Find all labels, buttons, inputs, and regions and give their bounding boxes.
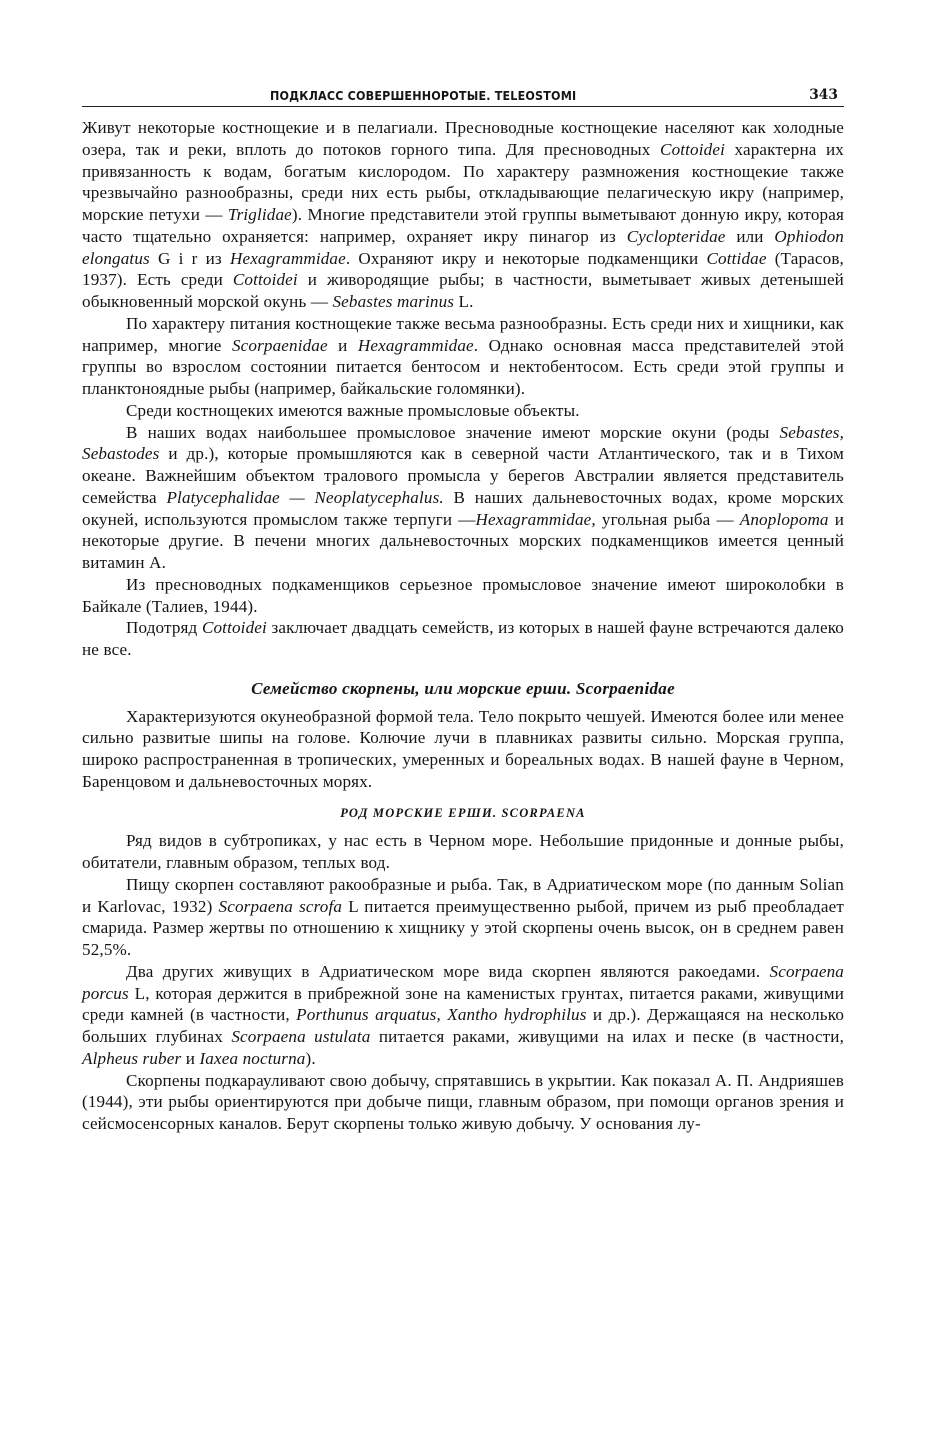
paragraph-freshwater: Из пресноводных подкаменщиков серьезное промысловое значение имеют широколобки в Байкале (Талиев, 1944). — [82, 574, 844, 616]
paragraph-commercial-species: В наших водах наибольшее промысловое значение имеют морские окуни (роды Sebastes, Sebastodes и др.), которые промышляются как в северной части Атлантического, так и в Тихом океане. Важнейшим объектом тралового промысла у берегов Австралии является представитель семейства Platycephalidae — Neoplatycephalus. В наших дальневосточных водах, кроме морских окуней, используются промыслом также терпуги —Hexagrammidae, угольная рыба — Anoplopoma и некоторые другие. В печени многих дальневосточных морских подкаменщиков имеется ценный витамин A. — [82, 422, 844, 572]
paragraph-living-habits: Живут некоторые костнощекие и в пелагиали. Пресноводные костнощекие населяют как холодные озера, так и реки, вплоть до потоков горного типа. Для пресноводных Cottoidei характерна их привязанность к водам, богатым кислородом. По характеру размножения костнощекие также чрезвычайно разнообразны, среди них есть рыбы, откладывающие пелагическую икру (например, морские петухи — Triglidae). Многие представители этой группы выметывают донную икру, которая часто тщательно охраняется: например, охраняет икру пинагор из Cyclopteridae или Ophiodon elongatus G i r из Hexagrammidae. Охраняют икру и некоторые подкаменщики Cottidae (Тарасов, 1937). Есть среди Cottoidei и живородящие рыбы; в частности, выметывает живых детенышей обыкновенный морской окунь — Sebastes marinus L. — [82, 118, 844, 311]
page-number: 343 — [809, 87, 838, 103]
paragraph-genus-distribution: Ряд видов в субтропиках, у нас есть в Черном море. Небольшие придонные и донные рыбы, обитатели, главным образом, теплых вод. — [82, 831, 844, 872]
paragraph-crustacean-eaters: Два других живущих в Адриатическом море вида скорпен являются ракоедами. Scorpaena porcus L, которая держится в прибрежной зоне на каменистых грунтах, питается раками, живущими среди камней (в частности, Porthunus arquatus, Xantho hydrophilus и др.). Держащаяся на несколько больших глубинах Scorpaena ustulata питается раками, живущими на илах и песке (в частности, Alpheus ruber и Iaxea nocturna). — [82, 961, 845, 1068]
page-header — [82, 86, 844, 107]
book-page — [82, 86, 844, 1135]
family-heading: Семейство скорпены, или морские ерши. Scorpaenidae — [251, 678, 675, 698]
paragraph-feeding: По характеру питания костнощекие также весьма разнообразны. Есть среди них и хищники, как например, многие Scorpaenidae и Hexagrammidae. Однако основная масса представителей этой группы во взрослом состоянии питается бентосом и нектобентосом. Есть среди этой группы и планктоноядные рыбы (например, байкальские голомянки). — [82, 313, 845, 398]
paragraph-commercial-intro: Среди костнощеких имеются важные промысловые объекты. — [126, 400, 580, 420]
paragraph-hunting: Скорпены подкарауливают свою добычу, спрятавшись в укрытии. Как показал А. П. Андрияшев (1944), эти рыбы ориентируются при добыче пищи, главным образом, при помощи органов зрения и сейсмосенсорных каналов. Берут скорпены только живую добычу. У основания лу- — [82, 1070, 844, 1133]
paragraph-suborder: Подотряд Cottoidei заключает двадцать семейств, из которых в нашей фауне встречаются далеко не все. — [82, 618, 845, 659]
running-title: ПОДКЛАСС СОВЕРШЕННОРОТЫЕ. TELEOSTOMI — [270, 88, 577, 103]
paragraph-family-description: Характеризуются окунеобразной формой тела. Тело покрыто чешуей. Имеются более или менее сильно развитые шипы на голове. Колючие лучи в плавниках развиты сильно. Морская группа, широко распространенная в тропических, умеренных и бореальных водах. В нашей фауне в Черном, Баренцовом и дальневосточных морях. — [82, 706, 844, 791]
genus-heading: РОД МОРСКИЕ ЕРШИ. SCORPAENA — [340, 805, 586, 820]
page-body — [82, 117, 844, 1135]
paragraph-diet: Пищу скорпен составляют ракообразные и рыба. Так, в Адриатическом море (по данным Solian и Karlovac, 1932) Scorpaena scrofa L питается преимущественно рыбой, причем из рыб преобладает смарида. Размер жертвы по отношению к хищнику у этой скорпены очень высок, он в среднем равен 52,5%. — [82, 874, 844, 959]
